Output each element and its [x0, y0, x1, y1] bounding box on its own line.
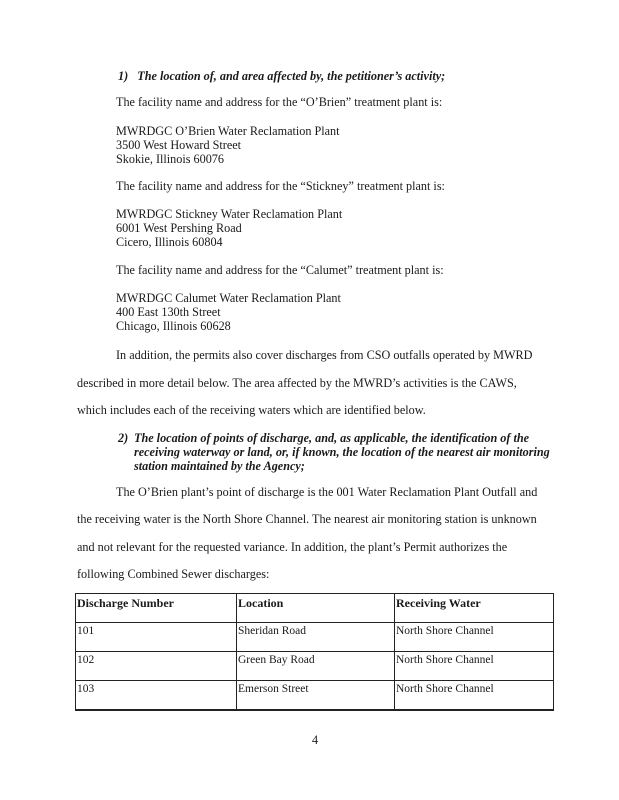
cell-discharge-number: 101 [76, 623, 237, 652]
table-header-row [76, 594, 554, 623]
address-line: MWRDGC Stickney Water Reclamation Plant [116, 207, 343, 221]
paragraph-line: and not relevant for the requested variance. In addition, the plant’s Permit authorizes the [77, 540, 508, 554]
address-line: MWRDGC Calumet Water Reclamation Plant [116, 291, 341, 305]
cell-location: Emerson Street [237, 681, 395, 711]
paragraph-line: described in more detail below. The area affected by the MWRD’s activities is the CAWS, [77, 376, 517, 390]
item-1-number: 1) [118, 69, 129, 83]
heading-line: station maintained by the Agency; [134, 459, 305, 473]
obrien-intro: The facility name and address for the “O’Brien” treatment plant is: [116, 95, 443, 109]
table-row [76, 681, 554, 711]
cell-receiving-water: North Shore Channel [395, 681, 554, 711]
item-2-heading [134, 431, 550, 473]
heading-line: receiving waterway or land, or, if known, the location of the nearest air monitoring [134, 445, 550, 459]
paragraph-line: following Combined Sewer discharges: [77, 567, 270, 581]
address-line: 6001 West Pershing Road [116, 221, 242, 235]
address-line: Cicero, Illinois 60804 [116, 235, 223, 249]
cell-location: Sheridan Road [237, 623, 395, 652]
cell-location: Green Bay Road [237, 652, 395, 681]
discharge-table [75, 593, 554, 711]
address-line: Chicago, Illinois 60628 [116, 319, 231, 333]
paragraph-line: The O’Brien plant’s point of discharge is the 001 Water Reclamation Plant Outfall and [116, 485, 538, 499]
cell-receiving-water: North Shore Channel [395, 652, 554, 681]
page-number: 4 [312, 733, 319, 747]
table-row [76, 623, 554, 652]
cell-discharge-number: 102 [76, 652, 237, 681]
paragraph-line: which includes each of the receiving waters which are identified below. [77, 403, 426, 417]
stickney-address [116, 207, 342, 249]
cell-discharge-number: 103 [76, 681, 237, 711]
calumet-address [116, 291, 341, 333]
address-line: Skokie, Illinois 60076 [116, 152, 224, 166]
heading-line: The location of points of discharge, and, as applicable, the identification of the [134, 431, 530, 445]
paragraph-line: the receiving water is the North Shore Channel. The nearest air monitoring station is unknown [77, 512, 537, 526]
stickney-intro: The facility name and address for the “Stickney” treatment plant is: [116, 179, 445, 193]
header-location: Location [237, 594, 395, 623]
calumet-intro: The facility name and address for the “Calumet” treatment plant is: [116, 263, 444, 277]
header-discharge-number: Discharge Number [76, 594, 237, 623]
cell-receiving-water: North Shore Channel [395, 623, 554, 652]
item-2-number: 2) [118, 431, 129, 445]
address-line: 400 East 130th Street [116, 305, 221, 319]
table-row [76, 652, 554, 681]
header-receiving-water: Receiving Water [395, 594, 554, 623]
item-1-heading [118, 69, 445, 84]
paragraph-line: In addition, the permits also cover discharges from CSO outfalls operated by MWRD [116, 348, 533, 362]
address-line: 3500 West Howard Street [116, 138, 242, 152]
item-1-text: The location of, and area affected by, the petitioner’s activity; [137, 69, 446, 83]
obrien-address [116, 124, 340, 166]
address-line: MWRDGC O’Brien Water Reclamation Plant [116, 124, 340, 138]
